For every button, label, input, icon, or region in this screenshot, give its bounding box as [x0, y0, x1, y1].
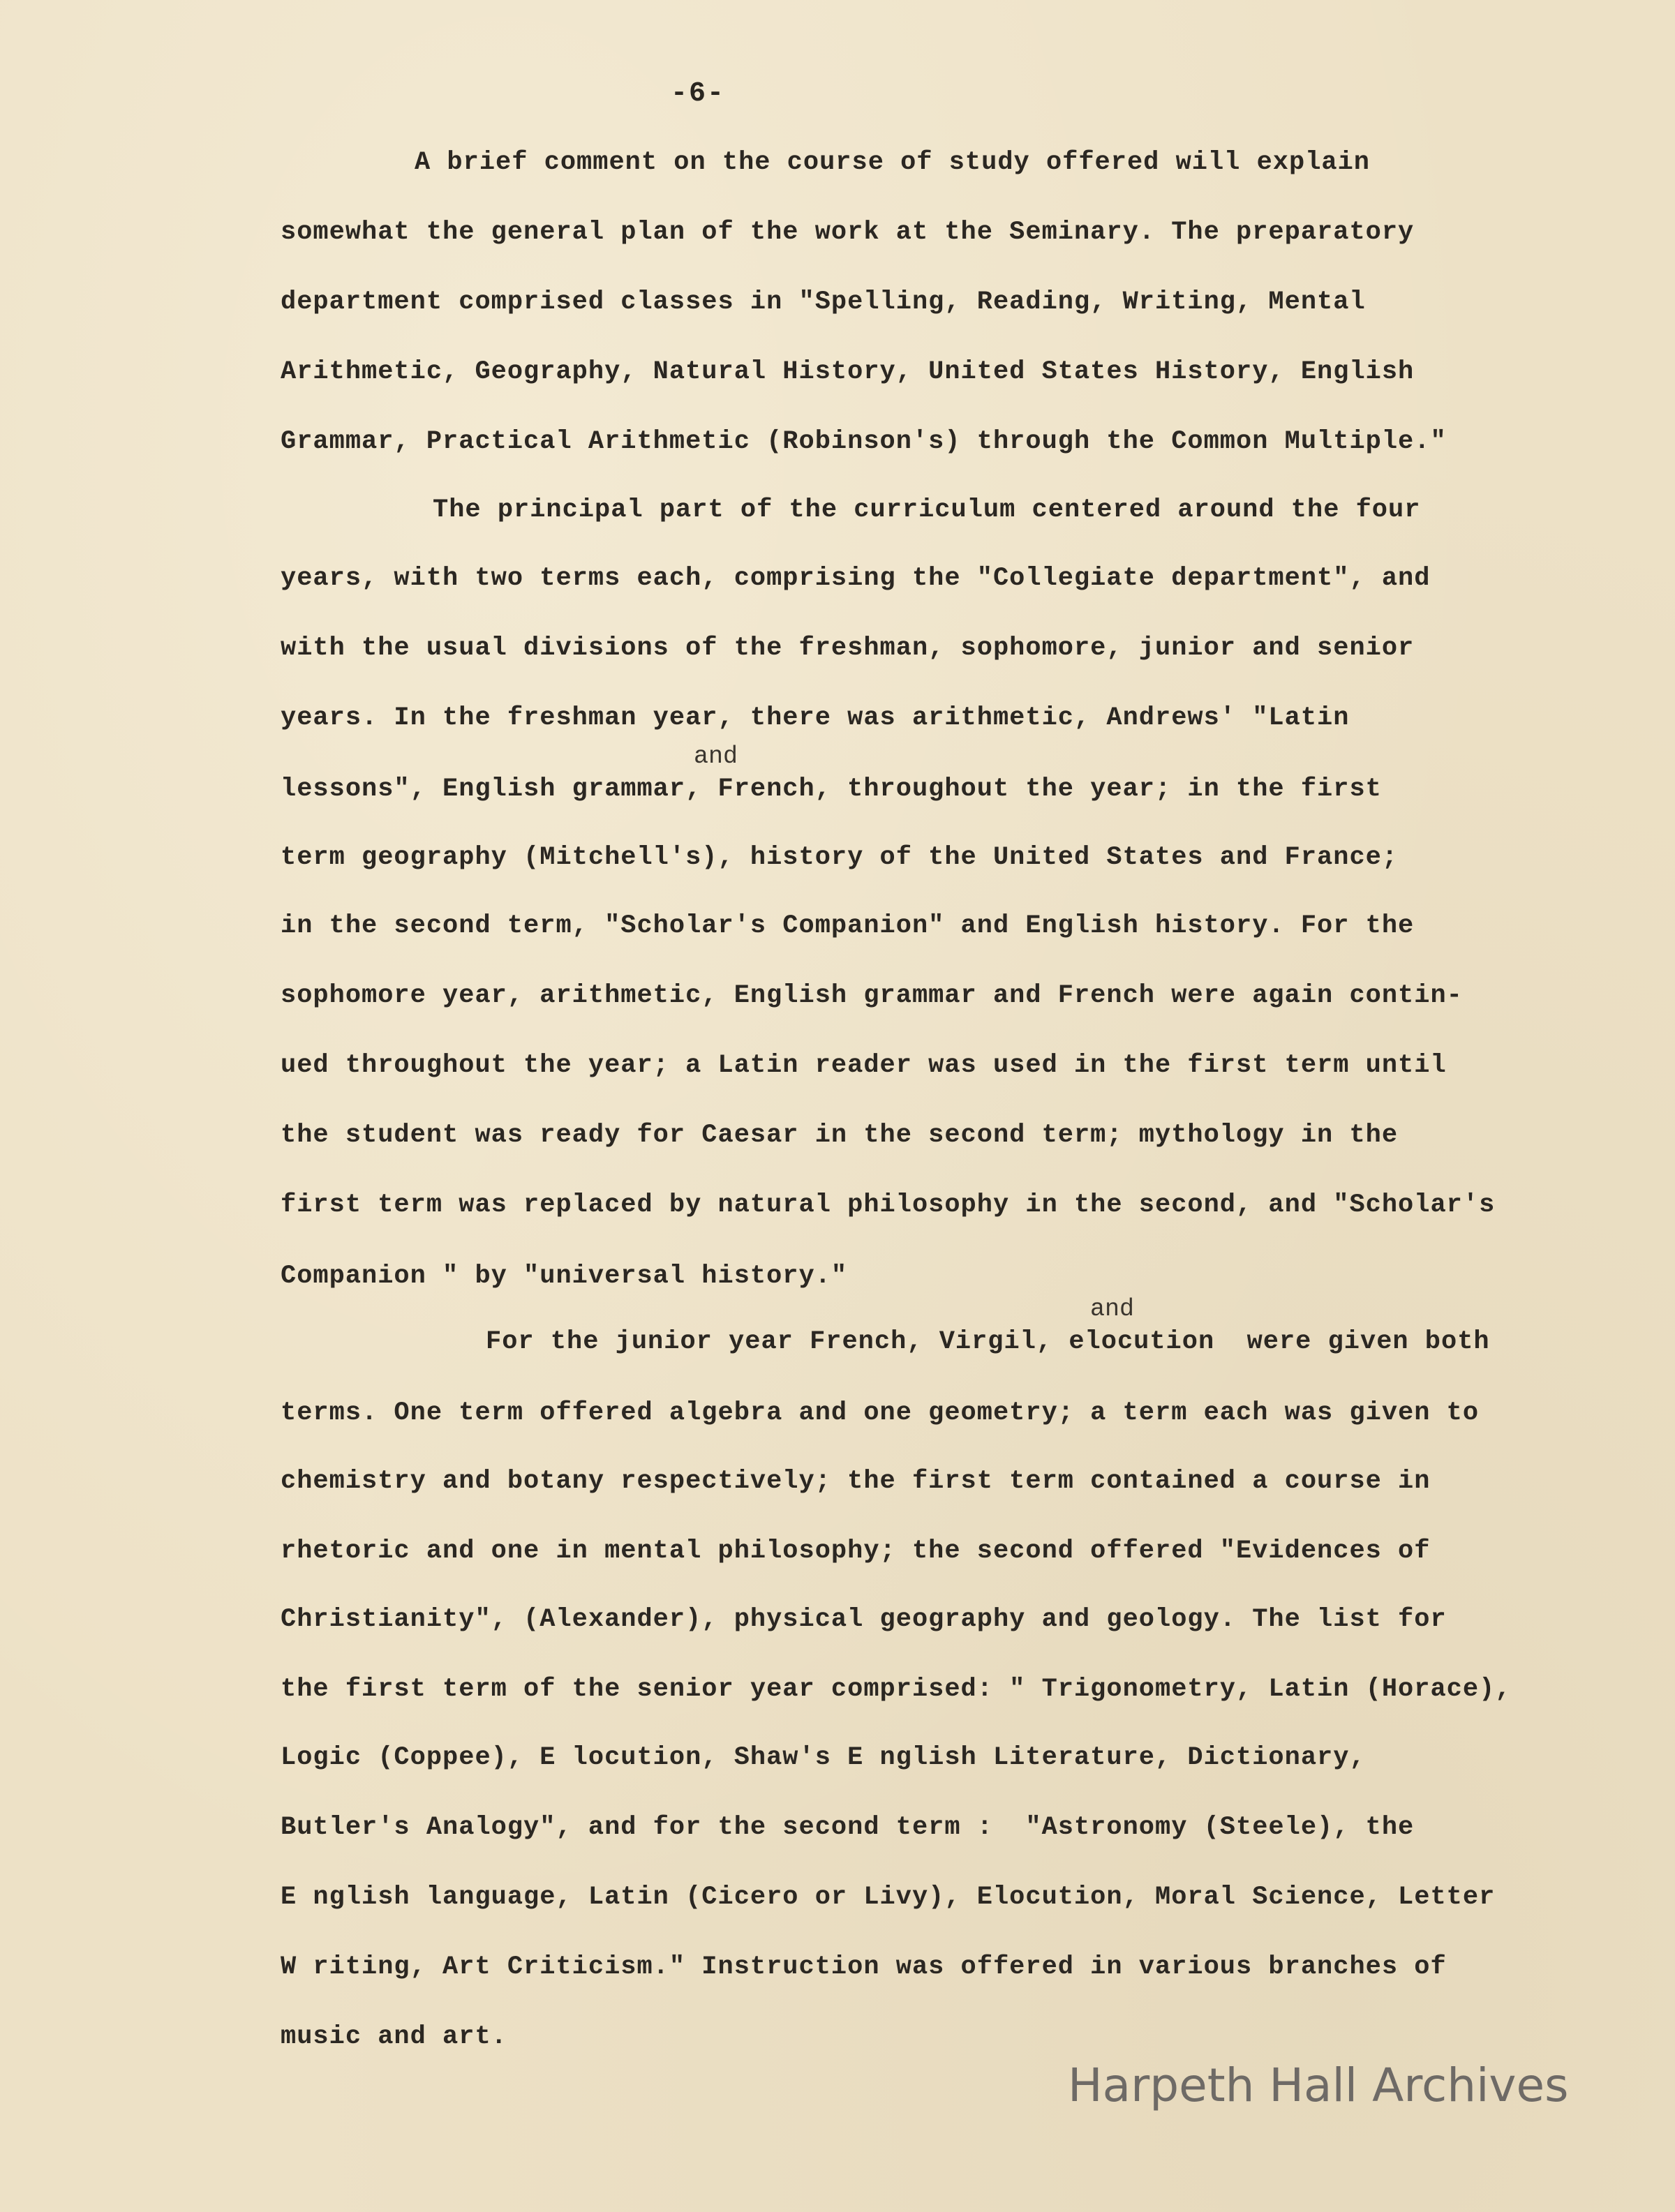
text-line: Grammar, Practical Arithmetic (Robinson's) through the Common Multiple." — [281, 427, 1447, 456]
text-line: somewhat the general plan of the work at the Seminary. The preparatory — [281, 218, 1415, 247]
text-line: Arithmetic, Geography, Natural History, United States History, English — [281, 357, 1415, 387]
text-line: sophomore year, arithmetic, English grammar and French were again contin- — [281, 981, 1463, 1010]
text-line: years, with two terms each, comprising the "Collegiate department", and — [281, 564, 1431, 593]
text-line: A brief comment on the course of study offered will explain — [415, 148, 1371, 177]
text-line: rhetoric and one in mental philosophy; the second offered "Evidences of — [281, 1537, 1431, 1566]
text-line: chemistry and botany respectively; the first term contained a course in — [281, 1467, 1431, 1496]
text-line: department comprised classes in "Spelling, Reading, Writing, Mental — [281, 287, 1366, 317]
text-line: the first term of the senior year comprised: " Trigonometry, Latin (Horace), — [281, 1675, 1512, 1704]
text-line: lessons", English grammar, French, throughout the year; in the first — [281, 775, 1382, 804]
page-number: -6- — [670, 78, 725, 110]
text-line: Butler's Analogy", and for the second term : "Astronomy (Steele), the — [281, 1813, 1415, 1842]
interlinear-insertion: and — [1090, 1295, 1135, 1323]
text-line: in the second term, "Scholar's Companion" and English history. For the — [281, 911, 1415, 941]
text-line: W riting, Art Criticism." Instruction was offered in various branches of — [281, 1952, 1447, 1982]
text-line: Companion " by "universal history." — [281, 1262, 848, 1291]
archive-watermark: Harpeth Hall Archives — [1068, 2058, 1569, 2112]
text-line: music and art. — [281, 2022, 507, 2052]
text-line: The principal part of the curriculum centered around the four — [433, 495, 1421, 525]
text-line: term geography (Mitchell's), history of the United States and France; — [281, 843, 1399, 872]
text-line: For the junior year French, Virgil, elocution were given both — [486, 1327, 1490, 1357]
text-line: with the usual divisions of the freshman, sophomore, junior and senior — [281, 634, 1415, 663]
text-line: terms. One term offered algebra and one geometry; a term each was given to — [281, 1398, 1480, 1428]
text-line: ued throughout the year; a Latin reader was used in the first term until — [281, 1051, 1447, 1080]
interlinear-insertion: and — [694, 742, 738, 770]
text-line: the student was ready for Caesar in the second term; mythology in the — [281, 1121, 1399, 1150]
text-line: years. In the freshman year, there was arithmetic, Andrews' "Latin — [281, 703, 1350, 733]
text-line: E nglish language, Latin (Cicero or Livy), Elocution, Moral Science, Letter — [281, 1883, 1496, 1912]
text-line: first term was replaced by natural philosophy in the second, and "Scholar's — [281, 1190, 1496, 1220]
text-line: Logic (Coppee), E locution, Shaw's E nglish Literature, Dictionary, — [281, 1743, 1366, 1772]
text-line: Christianity", (Alexander), physical geography and geology. The list for — [281, 1605, 1447, 1634]
